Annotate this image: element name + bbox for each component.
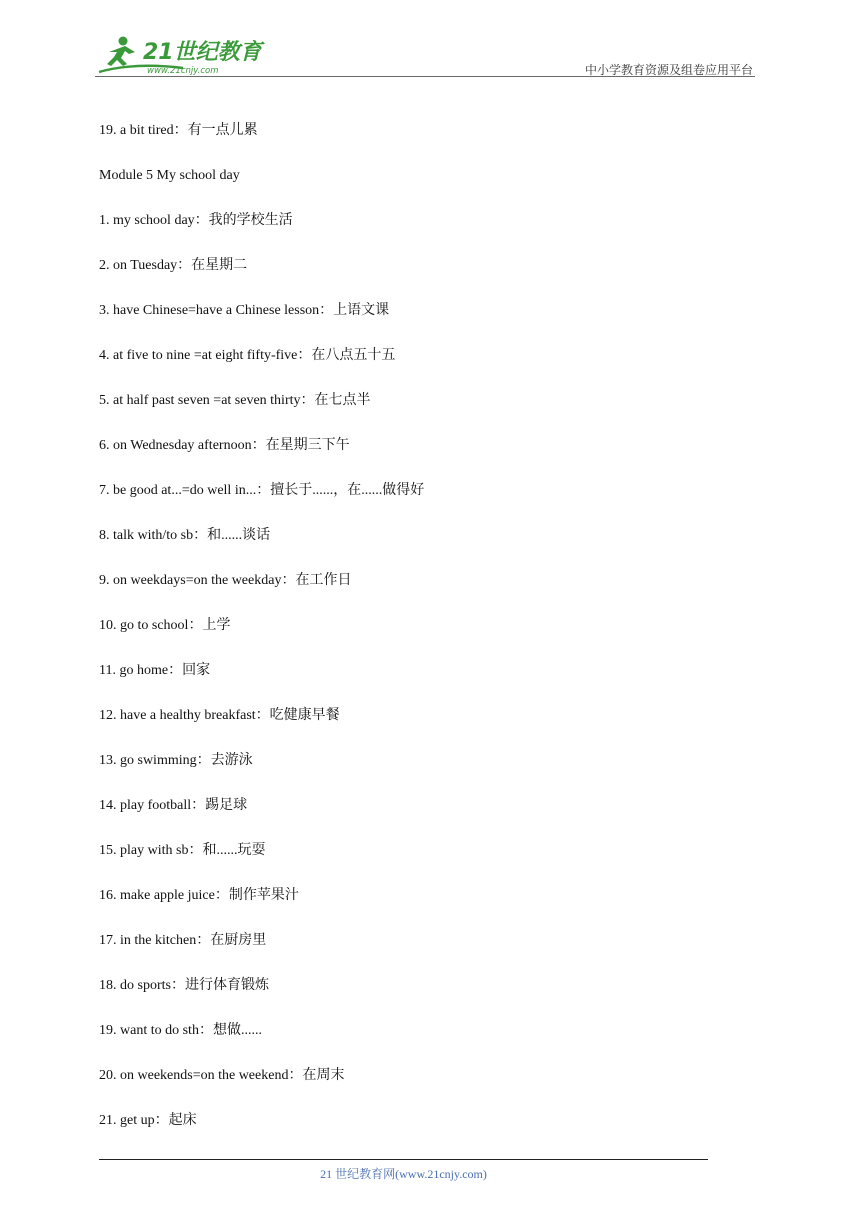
phrase-line: 15. play with sb：和......玩耍 — [99, 843, 266, 858]
footer-link[interactable]: 21 世纪教育网(www.21cnjy.com) — [320, 1167, 487, 1181]
phrase-line: 19. want to do sth：想做...... — [99, 1023, 262, 1038]
phrase-line: 19. a bit tired：有一点儿累 — [99, 123, 258, 138]
document-body — [99, 120, 739, 1155]
phrase-line: 5. at half past seven =at seven thirty：在七点半 — [99, 393, 371, 408]
phrase-line: 16. make apple juice：制作苹果汁 — [99, 888, 299, 903]
site-logo — [95, 32, 265, 76]
phrase-line: 11. go home：回家 — [99, 663, 211, 678]
phrase-line: 2. on Tuesday：在星期二 — [99, 258, 248, 273]
phrase-line: 21. get up：起床 — [99, 1113, 197, 1128]
phrase-line: 8. talk with/to sb：和......谈话 — [99, 528, 271, 543]
phrase-line: 6. on Wednesday afternoon：在星期三下午 — [99, 438, 350, 453]
phrase-line: 9. on weekdays=on the weekday：在工作日 — [99, 573, 352, 588]
phrase-line: 13. go swimming：去游泳 — [99, 753, 253, 768]
phrase-line: 3. have Chinese=have a Chinese lesson：上语文课 — [99, 303, 390, 318]
phrase-line: 14. play football：踢足球 — [99, 798, 248, 813]
logo-url: www.21cnjy.com — [147, 66, 219, 76]
module-heading: Module 5 My school day — [99, 168, 240, 183]
phrase-line: 17. in the kitchen：在厨房里 — [99, 933, 267, 948]
phrase-line: 10. go to school：上学 — [99, 618, 231, 633]
phrase-line: 18. do sports：进行体育锻炼 — [99, 978, 269, 993]
header-divider — [95, 76, 755, 77]
logo-text: 21世纪教育 — [143, 40, 262, 65]
phrase-line: 20. on weekends=on the weekend：在周末 — [99, 1068, 345, 1083]
phrase-line: 4. at five to nine =at eight fifty-five：在八点五十五 — [99, 348, 396, 363]
page-header — [95, 30, 755, 78]
phrase-line: 7. be good at...=do well in...：擅长于......，在......做得好 — [99, 483, 425, 498]
phrase-line: 1. my school day：我的学校生活 — [99, 213, 293, 228]
phrase-line: 12. have a healthy breakfast：吃健康早餐 — [99, 708, 340, 723]
footer-divider — [99, 1159, 708, 1160]
platform-name: 中小学教育资源及组卷应用平台 — [584, 63, 753, 77]
